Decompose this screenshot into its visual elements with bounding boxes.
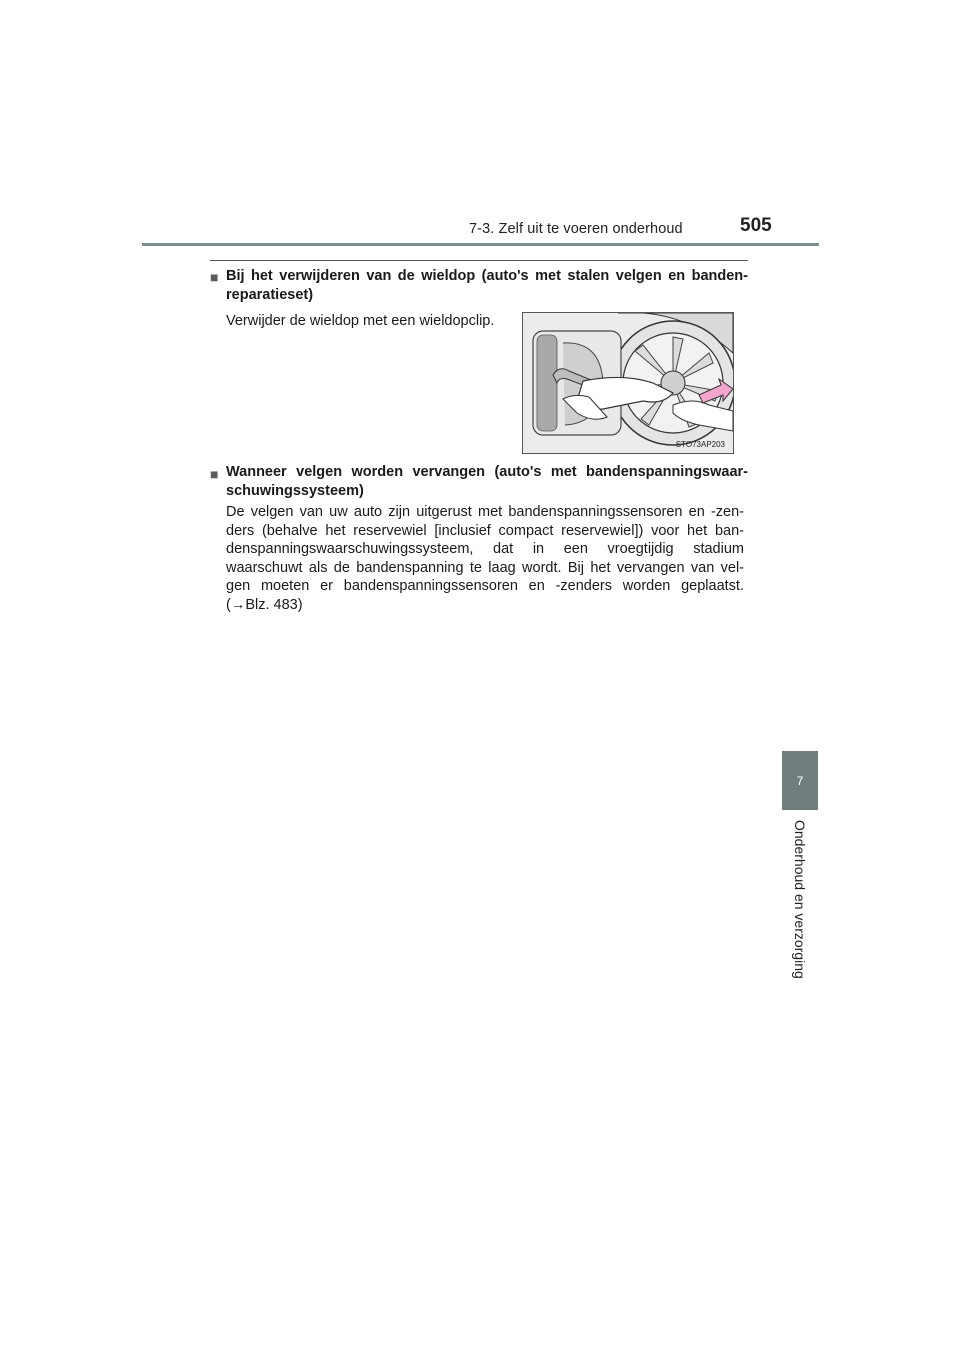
section-body [226,503,744,614]
figure-code: STO73AP203 [675,440,725,449]
body-line: ders (behalve het reservewiel [inclusief compact reservewiel]) voor het ban- [226,522,744,539]
section-title [226,267,748,305]
section-body: Verwijder de wieldop met een wieldopclip. [226,313,495,329]
running-header-section: 7-3. Zelf uit te voeren onderhoud [469,221,683,237]
section-bullet: ■ [210,466,219,482]
wheel-cap-illustration-svg [523,313,733,453]
wheel-cap-removal-illustration [522,312,734,454]
section-bullet: ■ [210,269,219,285]
header-rule [142,243,819,246]
body-line: waarschuwt als de bandenspanning te laag wordt. Bij het vervangen van vel- [226,559,744,576]
content-top-rule [210,260,748,261]
section-title-line: schuwingssysteem) [226,483,364,499]
chapter-tab [782,751,818,810]
chapter-title: Onderhoud en verzorging [792,820,808,979]
page-reference-link[interactable]: (→Blz. 483) [226,596,303,613]
body-line: denspanningswaarschuwingssysteem, dat in een vroegtijdig stadium [226,541,744,557]
body-line: gen moeten er bandenspanningssensoren en -zenders worden geplaatst. [226,578,744,594]
section-title-line: reparatieset) [226,287,314,303]
section-title-line: Wanneer velgen worden vervangen (auto's met bandenspanningswaar- [226,464,748,480]
section-title-line: Bij het verwijderen van de wieldop (auto's met stalen velgen en banden- [226,268,748,284]
chapter-number: 7 [796,773,804,788]
body-line: De velgen van uw auto zijn uitgerust met bandenspanningssensoren en -zen- [226,504,744,520]
page-number: 505 [740,215,772,236]
section-title [226,463,748,501]
